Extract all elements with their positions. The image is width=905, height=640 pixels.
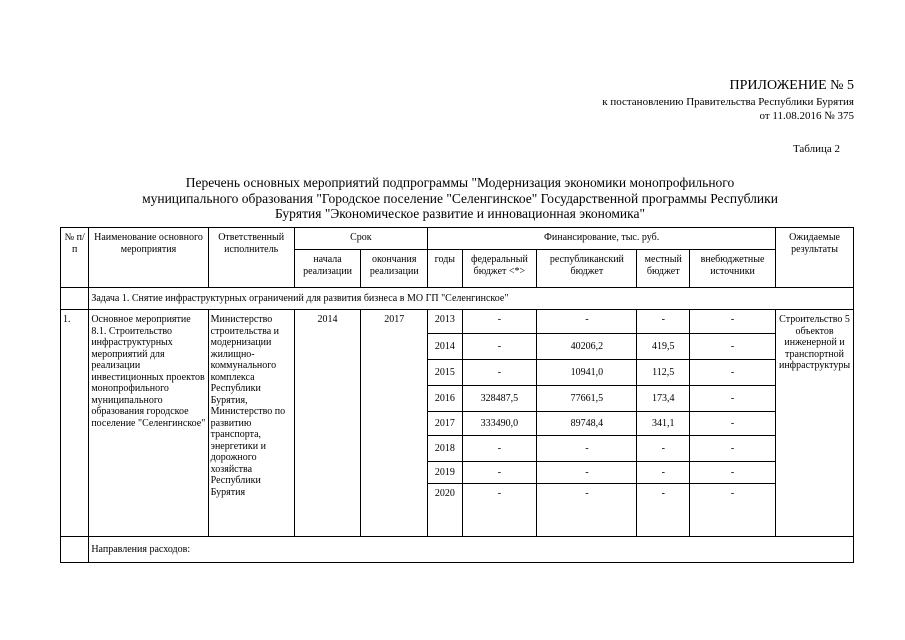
year-cell: 2015 — [428, 360, 462, 386]
document-title — [60, 175, 860, 222]
year-cell: 2018 — [428, 436, 462, 462]
col-financing-header: Финансирование, тыс. руб. — [428, 228, 776, 250]
extra-cell: - — [690, 462, 776, 484]
measures-table — [60, 227, 854, 563]
header-row-1 — [61, 228, 854, 250]
extra-cell: - — [690, 334, 776, 360]
local-cell: 419,5 — [637, 334, 690, 360]
measure-executor: Министерство строительства и модернизации жилищно-коммунального комплекса Республики Бурятия, Министерство по развитию транспорта, энергетики и дорожного хозяйства Республики Бурятия — [208, 310, 294, 537]
federal-cell: - — [462, 484, 537, 537]
title-line-3: Бурятия "Экономическое развитие и инновационная экономика" — [275, 206, 645, 221]
republic-cell: 89748,4 — [537, 412, 637, 436]
federal-cell: 328487,5 — [462, 386, 537, 412]
year-cell: 2016 — [428, 386, 462, 412]
extra-cell: - — [690, 436, 776, 462]
local-cell: - — [637, 310, 690, 334]
measure-end: 2017 — [361, 310, 428, 537]
col-executor-header: Ответственный исполнитель — [208, 228, 294, 288]
title-line-1: Перечень основных мероприятий подпрограммы "Модернизация экономики монопрофильного — [185, 175, 735, 190]
table-number: Таблица 2 — [792, 143, 840, 155]
republic-cell: - — [537, 484, 637, 537]
title-line-2: муниципального образования "Городское поселение "Селенгинское" Государственной программы Республики — [142, 190, 778, 206]
local-cell: 341,1 — [637, 412, 690, 436]
year-cell: 2020 — [428, 484, 462, 537]
col-local-header: местный бюджет — [637, 250, 690, 288]
year-cell: 2017 — [428, 412, 462, 436]
col-federal-header: федеральный бюджет <*> — [462, 250, 537, 288]
federal-cell: - — [462, 310, 537, 334]
spacer-row — [61, 288, 854, 310]
task-row: Задача 1. Снятие инфраструктурных ограничений для развития бизнеса в МО ГП "Селенгинское" — [89, 288, 854, 310]
federal-cell: - — [462, 462, 537, 484]
col-republic-header: республиканский бюджет — [537, 250, 637, 288]
measure-name: Основное мероприятие 8.1. Строительство инфраструктурных мероприятий для реализации инвестиционных проектов монопрофильного муниципального образования городское поселение "Селенгинское" — [89, 310, 208, 537]
extra-cell: - — [690, 386, 776, 412]
federal-cell: - — [462, 436, 537, 462]
extra-cell: - — [690, 360, 776, 386]
federal-cell: - — [462, 360, 537, 386]
republic-cell: - — [537, 310, 637, 334]
federal-cell: 333490,0 — [462, 412, 537, 436]
appendix-title: ПРИЛОЖЕНИЕ № 5 — [729, 78, 854, 93]
year-cell: 2019 — [428, 462, 462, 484]
extra-cell: - — [690, 412, 776, 436]
local-cell: - — [637, 484, 690, 537]
republic-cell: 10941,0 — [537, 360, 637, 386]
republic-cell: - — [537, 462, 637, 484]
measure-num: 1. — [61, 310, 89, 537]
table-row — [61, 310, 854, 334]
republic-cell: 77661,5 — [537, 386, 637, 412]
year-cell: 2014 — [428, 334, 462, 360]
directions-row: Направления расходов: — [89, 537, 854, 563]
col-term-header: Срок — [294, 228, 428, 250]
local-cell: 173,4 — [637, 386, 690, 412]
col-name-header: Наименование основного мероприятия — [89, 228, 208, 288]
decree-date: от 11.08.2016 № 375 — [759, 110, 854, 122]
decree-reference: к постановлению Правительства Республики Бурятия — [602, 96, 854, 108]
extra-cell: - — [690, 484, 776, 537]
year-cell: 2013 — [428, 310, 462, 334]
col-results-header: Ожидаемые результаты — [776, 228, 854, 288]
col-term-end-header: окончания реализации — [361, 250, 428, 288]
col-extra-header: внебюджетные источники — [690, 250, 776, 288]
measure-results: Строительство 5 объектов инженерной и транспортной инфраструктуры — [776, 310, 854, 537]
republic-cell: - — [537, 436, 637, 462]
republic-cell: 40206,2 — [537, 334, 637, 360]
col-num-header: № п/п — [61, 228, 89, 288]
local-cell: 112,5 — [637, 360, 690, 386]
federal-cell: - — [462, 334, 537, 360]
local-cell: - — [637, 436, 690, 462]
measure-start: 2014 — [294, 310, 361, 537]
local-cell: - — [637, 462, 690, 484]
directions-row-wrapper — [61, 537, 854, 563]
extra-cell: - — [690, 310, 776, 334]
col-years-header: годы — [428, 250, 462, 288]
col-term-start-header: начала реализации — [294, 250, 361, 288]
